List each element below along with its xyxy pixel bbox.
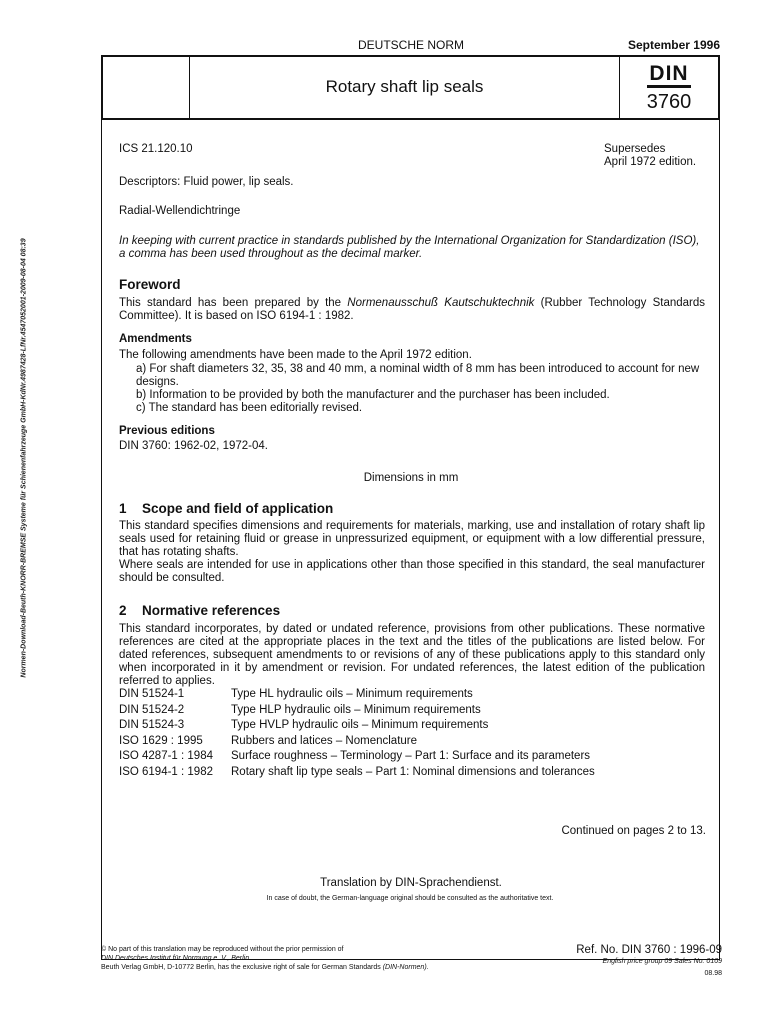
document-title: Rotary shaft lip seals <box>325 77 484 96</box>
din-number: 3760 <box>646 91 692 113</box>
amendments-intro: The following amendments have been made to the April 1972 edition. <box>119 349 472 361</box>
supersedes-note: Supersedes April 1972 edition. <box>604 143 697 168</box>
german-title: Radial-Wellendichtringe <box>119 205 241 217</box>
foreword-heading: Foreword <box>119 277 181 292</box>
dimensions-note: Dimensions in mm <box>363 472 459 484</box>
normative-references-list <box>119 688 595 781</box>
section-1-heading: 1 Scope and field of application <box>119 501 334 516</box>
reference-number: Ref. No. DIN 3760 : 1996-09 <box>576 944 722 956</box>
copyright-notice: © No part of this translation may be reproduced without the prior permission of DIN Deutsches Institut für Normung e. V., Berlin. Beuth Verlag GmbH, D-10772 Berlin, has the exclusive right of sale for German Standards (DIN-Normen). <box>101 946 429 971</box>
list-item: c) The standard has been editorially revised. <box>136 402 363 414</box>
edition-date: 08.98 <box>704 970 722 977</box>
list-item: b) Information to be provided by both the manufacturer and the purchaser has been included. <box>136 389 610 401</box>
din-logo: DIN <box>620 63 718 88</box>
list-item: DIN 51524-3 Type HVLP hydraulic oils – Minimum requirements <box>119 719 489 731</box>
title-block <box>101 55 720 120</box>
download-stamp: Normen-Download-Beuth-KNORR-BREMSE Systeme für Schienenfahrzeuge GmbH-KdNr.4987428-LfNr.4547052001-2009-08-04 08:39 <box>20 238 28 678</box>
price-group: English price group 09 Sales No. 0109 <box>602 958 722 965</box>
section-1-text: This standard specifies dimensions and requirements for materials, marking, use and installation of rotary shaft lip seals used for retaining fluid or grease in unpressurized equipment, or equipment with a low differential pressure, that has rotating shafts. Where seals are intended for use in applications other than those specified in this standard, the seal manufacturer should be consulted. <box>119 520 705 584</box>
previous-editions-heading: Previous editions <box>119 425 215 437</box>
continued-note: Continued on pages 2 to 13. <box>561 825 706 837</box>
previous-editions-text: DIN 3760: 1962-02, 1972-04. <box>119 440 268 452</box>
din-logo-cell <box>619 57 718 118</box>
section-2-heading: 2 Normative references <box>119 603 281 618</box>
descriptors: Descriptors: Fluid power, lip seals. <box>119 176 294 188</box>
amendments-list <box>136 363 706 415</box>
list-item: a) For shaft diameters 32, 35, 38 and 40 mm, a nominal width of 8 mm has been introduced to account for new designs. <box>136 363 700 388</box>
publication-date: September 1996 <box>627 38 720 52</box>
list-item: ISO 1629 : 1995 Rubbers and latices – Nomenclature <box>119 734 418 747</box>
ics-code: ICS 21.120.10 <box>119 143 193 155</box>
list-item: DIN 51524-2 Type HLP hydraulic oils – Minimum requirements <box>119 703 481 716</box>
standard-type-label: DEUTSCHE NORM <box>357 38 464 52</box>
title-block-left-cell <box>103 57 190 118</box>
list-item: ISO 6194-1 : 1982 Rotary shaft lip type seals – Part 1: Nominal dimensions and tolerances <box>119 765 595 778</box>
amendments-heading: Amendments <box>119 333 192 345</box>
list-item: DIN 51524-1 Type HL hydraulic oils – Minimum requirements <box>119 688 473 700</box>
foreword-text: This standard has been prepared by the Normenausschuß Kautschuktechnik (Rubber Technology Standards Committee). It is based on ISO 6194-1 : 1982. <box>119 297 706 322</box>
list-item: ISO 4287-1 : 1984 Surface roughness – Terminology – Part 1: Surface and its parameters <box>119 750 591 762</box>
authoritative-text-note: In case of doubt, the German-language original should be consulted as the authoritative text. <box>266 895 554 902</box>
section-2-text: This standard incorporates, by dated or undated reference, provisions from other publications. These normative references are cited at the appropriate places in the text and the titles of the publications are listed below. For dated references, subsequent amendments to or revisions of any of these publications apply to this standard only when incorporated in it by amendment or revision. For undated references, the latest edition of the publication referred to applies. <box>119 623 705 687</box>
translation-credit: Translation by DIN-Sprachendienst. <box>320 877 502 889</box>
decimal-marker-note: In keeping with current practice in standards published by the International Organization for Standardization (ISO), a comma has been used throughout as the decimal marker. <box>119 235 700 260</box>
